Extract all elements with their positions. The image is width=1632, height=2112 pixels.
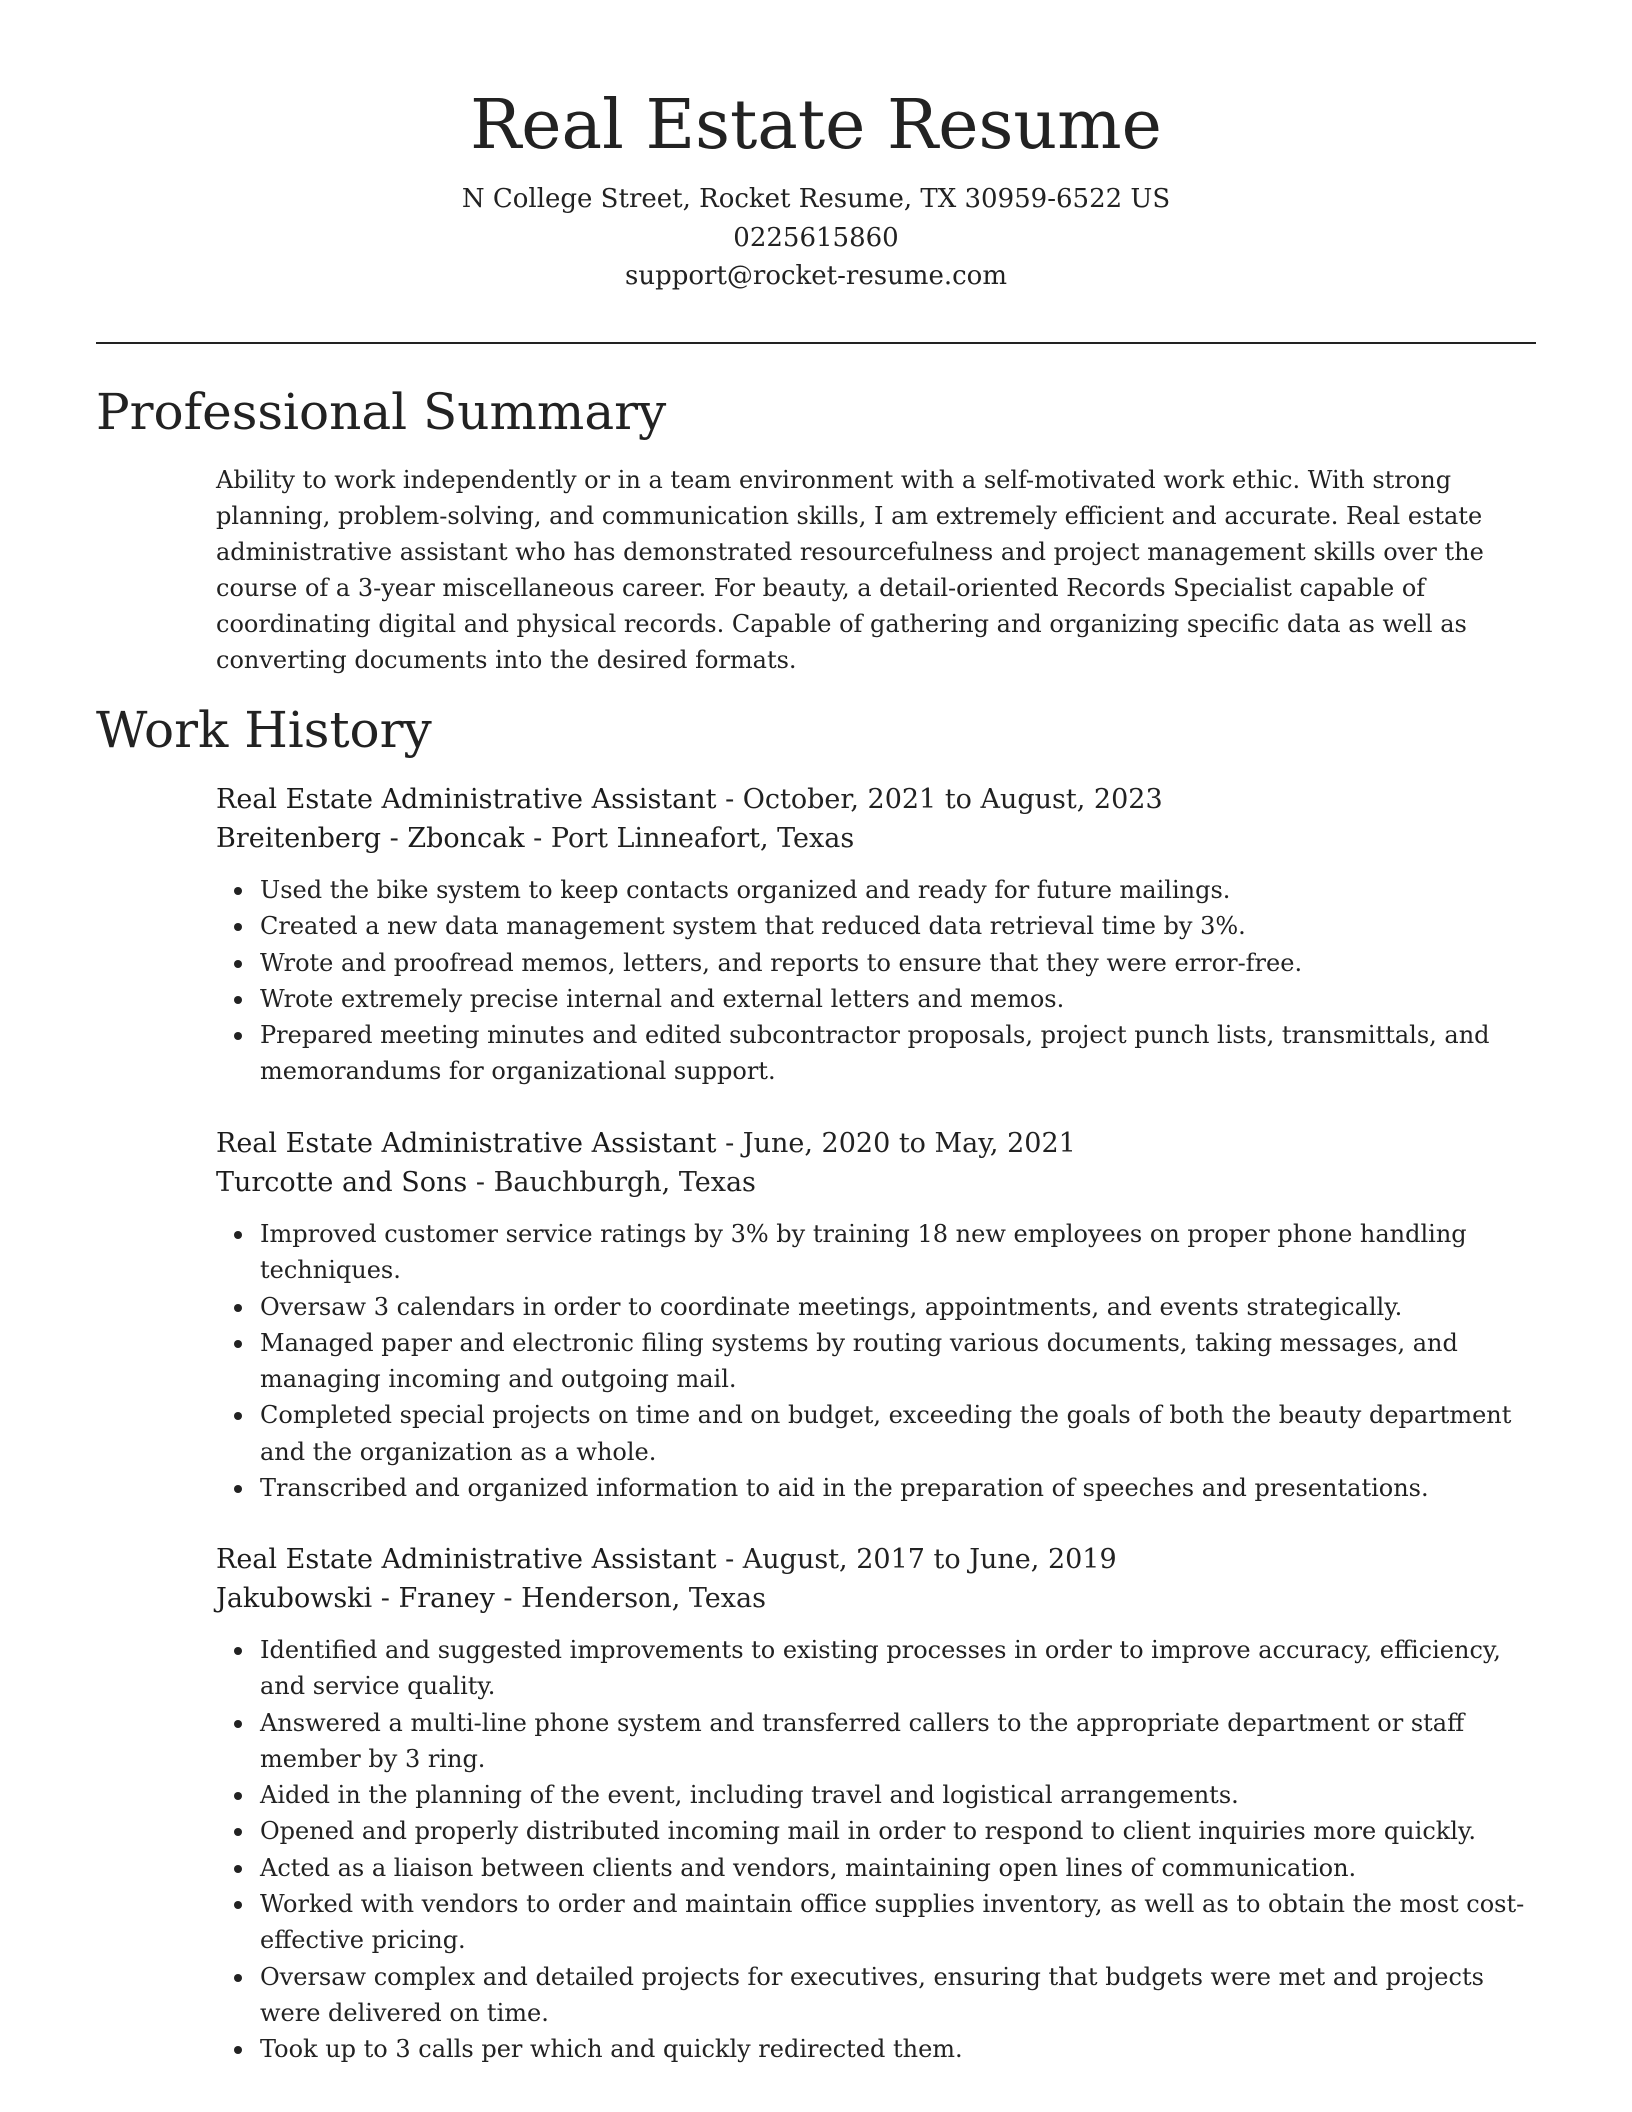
job-role: Real Estate Administrative Assistant <box>216 1128 717 1159</box>
list-item: Oversaw 3 calendars in order to coordinate meetings, appointments, and events strategically. <box>260 1289 1536 1325</box>
list-item: Answered a multi-line phone system and transferred callers to the appropriate department or staff member by 3 ring. <box>260 1705 1536 1778</box>
list-item: Improved customer service ratings by 3% by training 18 new employees on proper phone handling techniques. <box>260 1216 1536 1289</box>
job-role: Real Estate Administrative Assistant <box>216 784 717 815</box>
list-item: Completed special projects on time and on budget, exceeding the goals of both the beauty department and the organization as a whole. <box>260 1397 1536 1470</box>
contact-phone: 0225615860 <box>733 222 899 253</box>
job-location: - Bauchburgh, Texas <box>467 1167 756 1198</box>
contact-info <box>0 180 1632 296</box>
job-title-line <box>216 1124 1536 1163</box>
job-bullets <box>216 872 1536 1090</box>
job-company: Jakubowski - Franey <box>216 1583 495 1614</box>
summary-text: Ability to work independently or in a team environment with a self-motivated work ethic. With strong planning, problem-solving, and communication skills, I am extremely efficient and accurate. Real estate administrative assistant who has demonstrated resourcefulness and project management skills over the course of a 3-year miscellaneous career. For beauty, a detail-oriented Records Specialist capable of coordinating digital and physical records. Capable of gathering and organizing specific data as well as converting documents into the desired formats. <box>216 466 1484 674</box>
job-entry-2 <box>216 1124 1536 1506</box>
list-item: Identified and suggested improvements to existing processes in order to improve accuracy, efficiency, and service quality. <box>260 1632 1536 1705</box>
contact-address: N College Street, Rocket Resume, TX 30959-6522 US <box>461 184 1171 214</box>
list-item: Aided in the planning of the event, including travel and logistical arrangements. <box>260 1777 1536 1813</box>
job-entry-3 <box>216 1540 1536 2068</box>
job-bullets <box>216 1216 1536 1506</box>
job-location: - Port Linneafort, Texas <box>524 823 855 854</box>
contact-email: support@rocket-resume.com <box>624 261 1007 291</box>
job-location: - Henderson, Texas <box>494 1583 766 1614</box>
list-item: Managed paper and electronic filing systems by routing various documents, taking messages, and managing incoming and outgoing mail. <box>260 1325 1536 1398</box>
job-company-line <box>216 1163 1536 1202</box>
job-dates: - August, 2017 to June, 2019 <box>716 1544 1117 1575</box>
list-item: Transcribed and organized information to aid in the preparation of speeches and presentations. <box>260 1470 1536 1506</box>
list-item: Oversaw complex and detailed projects for executives, ensuring that budgets were met and projects were delivered on time. <box>260 1959 1536 2032</box>
list-item: Prepared meeting minutes and edited subcontractor proposals, project punch lists, transmittals, and memorandums for organizational support. <box>260 1017 1536 1090</box>
job-title-line <box>216 1540 1536 1579</box>
job-company-line <box>216 819 1536 858</box>
job-title-line <box>216 780 1536 819</box>
job-dates: - June, 2020 to May, 2021 <box>716 1128 1076 1159</box>
list-item: Worked with vendors to order and maintain office supplies inventory, as well as to obtain the most cost-effective pricing. <box>260 1886 1536 1959</box>
list-item: Used the bike system to keep contacts organized and ready for future mailings. <box>260 872 1536 908</box>
list-item: Opened and properly distributed incoming mail in order to respond to client inquiries more quickly. <box>260 1813 1536 1849</box>
list-item: Wrote extremely precise internal and external letters and memos. <box>260 981 1536 1017</box>
job-company: Turcotte and Sons <box>216 1167 468 1198</box>
job-role: Real Estate Administrative Assistant <box>216 1544 717 1575</box>
list-item: Acted as a liaison between clients and vendors, maintaining open lines of communication. <box>260 1850 1536 1886</box>
summary-heading: Professional Summary <box>96 383 667 441</box>
header-divider <box>96 342 1536 344</box>
resume-title: Real Estate Resume <box>470 86 1162 165</box>
job-company: Breitenberg - Zboncak <box>216 823 525 854</box>
list-item: Created a new data management system that reduced data retrieval time by 3%. <box>260 908 1536 944</box>
work-history-heading: Work History <box>96 701 432 759</box>
resume-header <box>0 80 1632 296</box>
job-bullets <box>216 1632 1536 2068</box>
job-entry-1 <box>216 780 1536 1090</box>
list-item: Wrote and proofread memos, letters, and reports to ensure that they were error-free. <box>260 945 1536 981</box>
job-company-line <box>216 1579 1536 1618</box>
list-item: Took up to 3 calls per which and quickly redirected them. <box>260 2031 1536 2067</box>
job-dates: - October, 2021 to August, 2023 <box>716 784 1163 815</box>
